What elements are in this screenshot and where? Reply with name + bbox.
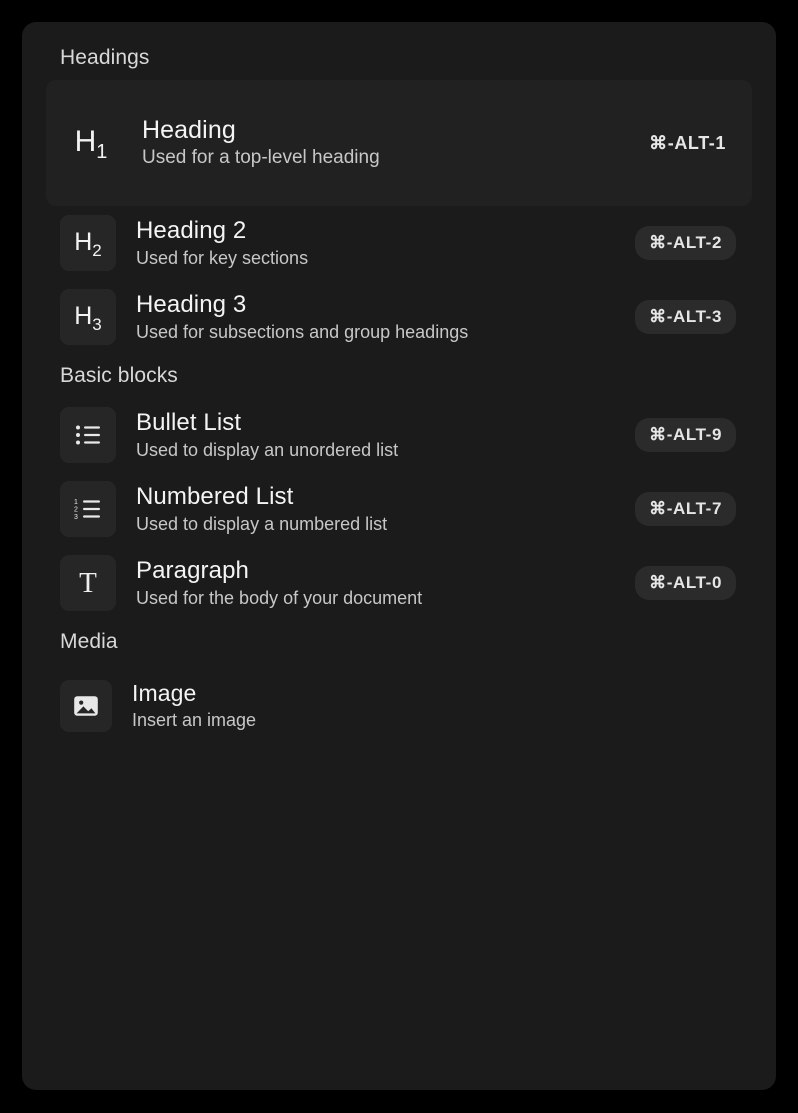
- menu-item-description: Used for subsections and group headings: [136, 321, 469, 342]
- section-label-basic-blocks: Basic blocks: [60, 364, 178, 387]
- heading-1-glyph-letter: H: [74, 124, 97, 158]
- menu-item-description: Used for a top-level heading: [142, 147, 380, 169]
- image-icon: [60, 680, 112, 732]
- menu-item-title: Numbered List: [136, 482, 294, 510]
- menu-item-labels: [136, 483, 615, 535]
- menu-item-description: Used to display an unordered list: [136, 439, 399, 460]
- menu-item-description: Used to display a numbered list: [136, 513, 388, 534]
- menu-item-description: Used for key sections: [136, 247, 309, 268]
- heading-3-glyph-letter: H: [74, 301, 93, 330]
- section-label-headings: Headings: [60, 46, 150, 69]
- heading-2-icon: [60, 215, 116, 271]
- menu-item-labels: [136, 557, 615, 609]
- numbered-list-icon: [60, 481, 116, 537]
- svg-text:3: 3: [74, 514, 78, 520]
- menu-item-labels: [136, 217, 615, 269]
- menu-item-labels: [136, 409, 615, 461]
- menu-item-heading-1[interactable]: [46, 80, 752, 206]
- heading-3-icon: [60, 289, 116, 345]
- svg-text:1: 1: [74, 499, 78, 506]
- shortcut-badge: ⌘-ALT-9: [635, 418, 736, 452]
- menu-item-description: Insert an image: [132, 709, 257, 730]
- shortcut-badge: ⌘-ALT-1: [649, 132, 726, 153]
- menu-item-labels: [136, 291, 615, 343]
- shortcut-badge: ⌘-ALT-2: [635, 226, 736, 260]
- paragraph-glyph: T: [79, 566, 97, 599]
- section-label-media: Media: [60, 630, 118, 653]
- heading-1-icon: [60, 115, 122, 171]
- menu-item-image[interactable]: [46, 664, 752, 748]
- shortcut-badge: ⌘-ALT-7: [635, 492, 736, 526]
- heading-2-glyph-letter: H: [74, 227, 93, 256]
- shortcut-badge: ⌘-ALT-3: [635, 300, 736, 334]
- paragraph-icon: [60, 555, 116, 611]
- heading-1-glyph-number: 1: [96, 140, 108, 163]
- block-type-menu: [22, 22, 776, 1090]
- menu-item-heading-3[interactable]: [46, 280, 752, 354]
- menu-item-numbered-list[interactable]: [46, 472, 752, 546]
- heading-2-glyph-number: 2: [92, 240, 102, 260]
- section-basic-blocks: [46, 398, 752, 620]
- menu-item-title: Bullet List: [136, 408, 242, 436]
- shortcut-badge: ⌘-ALT-0: [635, 566, 736, 600]
- menu-item-description: Used for the body of your document: [136, 587, 423, 608]
- menu-item-labels: [142, 116, 615, 171]
- menu-item-paragraph[interactable]: [46, 546, 752, 620]
- menu-item-title: Heading: [142, 115, 236, 144]
- heading-3-glyph-number: 3: [92, 314, 102, 334]
- section-media: [46, 664, 752, 748]
- menu-item-bullet-list[interactable]: [46, 398, 752, 472]
- menu-item-labels: [132, 680, 736, 731]
- menu-item-title: Paragraph: [136, 556, 249, 584]
- svg-text:2: 2: [74, 506, 78, 514]
- menu-item-title: Image: [132, 680, 197, 707]
- menu-item-heading-2[interactable]: [46, 206, 752, 280]
- menu-item-title: Heading 2: [136, 216, 247, 244]
- section-headings: [46, 80, 752, 354]
- bullet-list-icon: [60, 407, 116, 463]
- menu-item-title: Heading 3: [136, 290, 247, 318]
